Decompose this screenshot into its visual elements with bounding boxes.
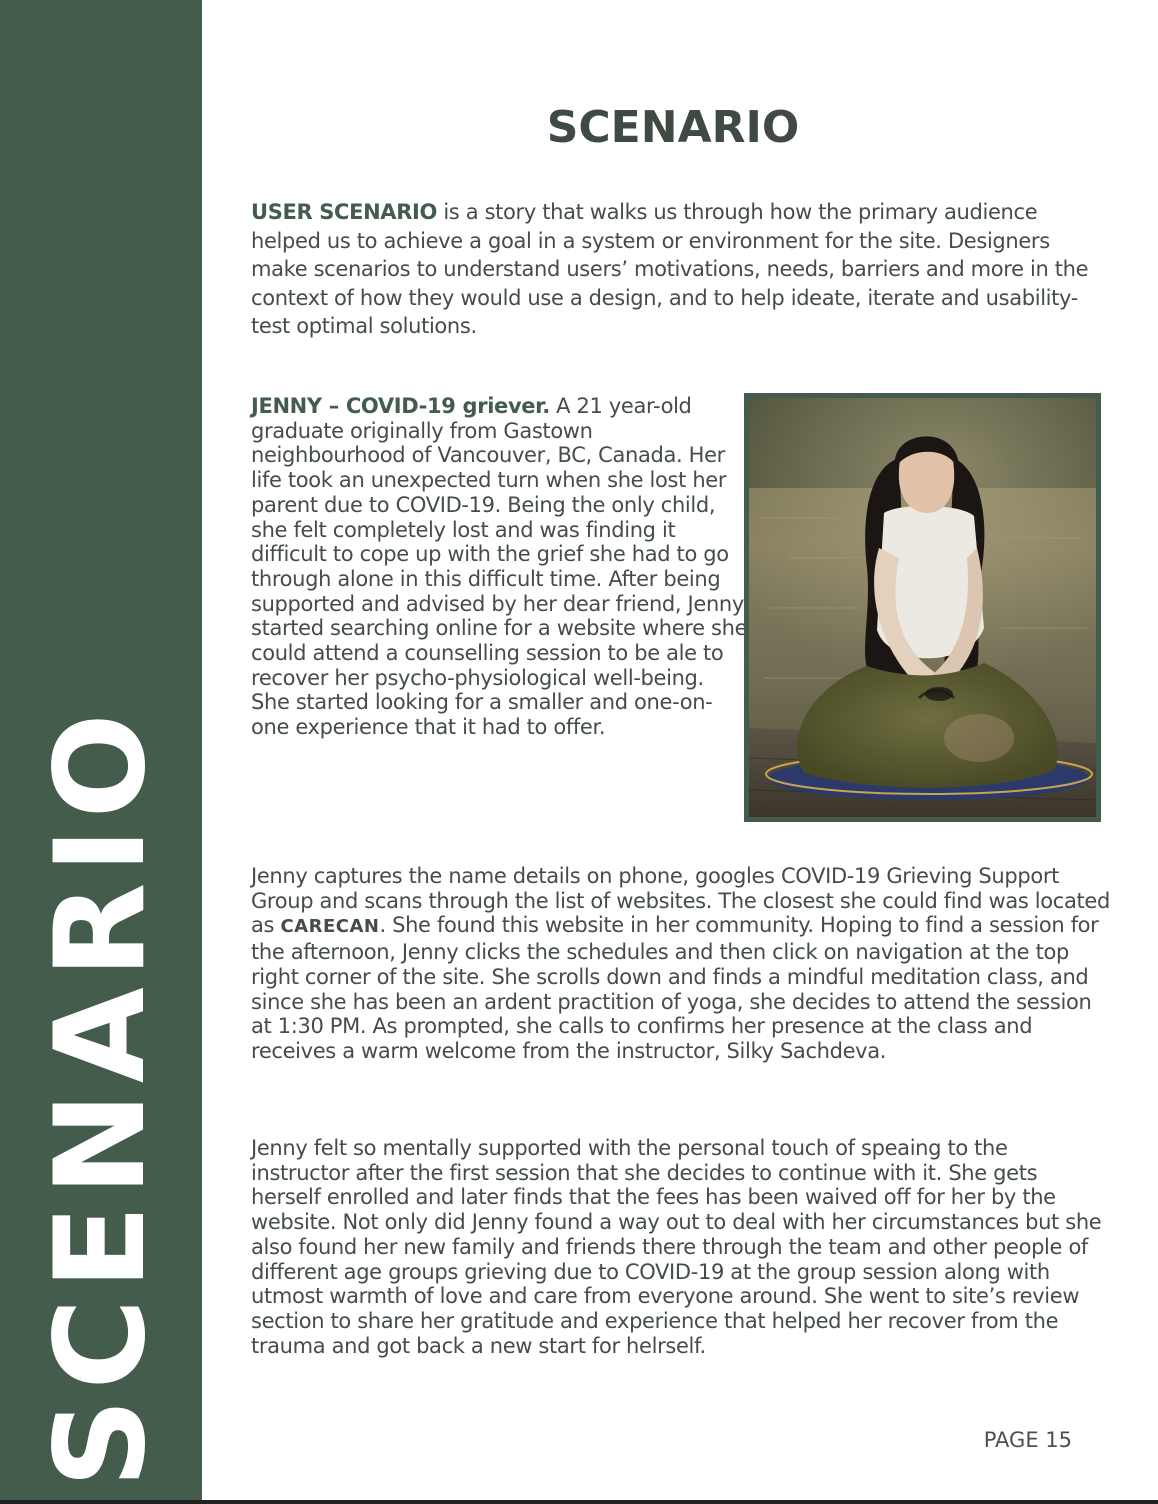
brand-name: CARECAN	[280, 916, 380, 938]
sidebar-vertical-title: SCENARIO	[29, 704, 173, 1488]
search-text-after: . She found this website in her community. Hoping to find a session for the afternoon, Jenny clicks the schedules and then click on navigation at the top right corner of the site. She scrolls down and finds a mindful meditation class, and since she has been an ardent practition of yoga, she decides to attend the session at 1:30 PM. As prompted, she calls to confirms her presence at the class and receives a warm welcome from the instructor, Silky Sachdeva.	[251, 913, 1099, 1063]
search-text-before: Jenny captures the name details on phone, googles COVID-19 Grieving Support Group and scans through the list of websites. The closest she could find was located as	[251, 864, 1110, 938]
intro-paragraph	[251, 198, 1111, 341]
outcome-paragraph: Jenny felt so mentally supported with the personal touch of speaing to the instructor after the first session that she decides to continue with it. She gets herself enrolled and later finds that the fees has been waived off for her by the website. Not only did Jenny found a way out to deal with her circumstances but she also found her new family and friends there through the team and other people of different age groups grieving due to COVID-19 at the group session along with utmost warmth of love and care from everyone around. She went to site’s review section to share her gratitude and experience that helped her recover from the trauma and got back a new start for helrself.	[251, 1136, 1102, 1358]
page-title: SCENARIO	[546, 102, 800, 153]
persona-lead: JENNY – COVID-19 griever.	[251, 394, 550, 418]
search-paragraph	[251, 864, 1111, 1064]
bottom-divider	[0, 1500, 1158, 1504]
page-number: PAGE 15	[983, 1428, 1072, 1452]
intro-lead: USER SCENARIO	[251, 200, 437, 224]
intro-text: is a story that walks us through how the primary audience helped us to achieve a goal in a system or environment for the site. Designers make scenarios to understand users’ motivations, needs, barriers and more in the context of how they would use a design, and to help ideate, iterate and usability-test optimal solutions.	[251, 200, 1089, 339]
sidebar-band	[0, 0, 202, 1504]
persona-paragraph	[251, 394, 748, 740]
meditation-photo	[744, 393, 1101, 822]
meditation-illustration	[749, 398, 1096, 817]
persona-text: A 21 year-old graduate originally from Gastown neighbourhood of Vancouver, BC, Canada. Her life took an unexpected turn when she lost her parent due to COVID-19. Being the only child, she felt completely lost and was finding it difficult to cope up with the grief she had to go through alone in this difficult time. After being supported and advised by her dear friend, Jenny started searching online for a website where she could attend a counselling session to be ale to recover her psycho-physiological well-being. She started looking for a smaller and one-on-one experience that it had to offer.	[251, 394, 748, 740]
